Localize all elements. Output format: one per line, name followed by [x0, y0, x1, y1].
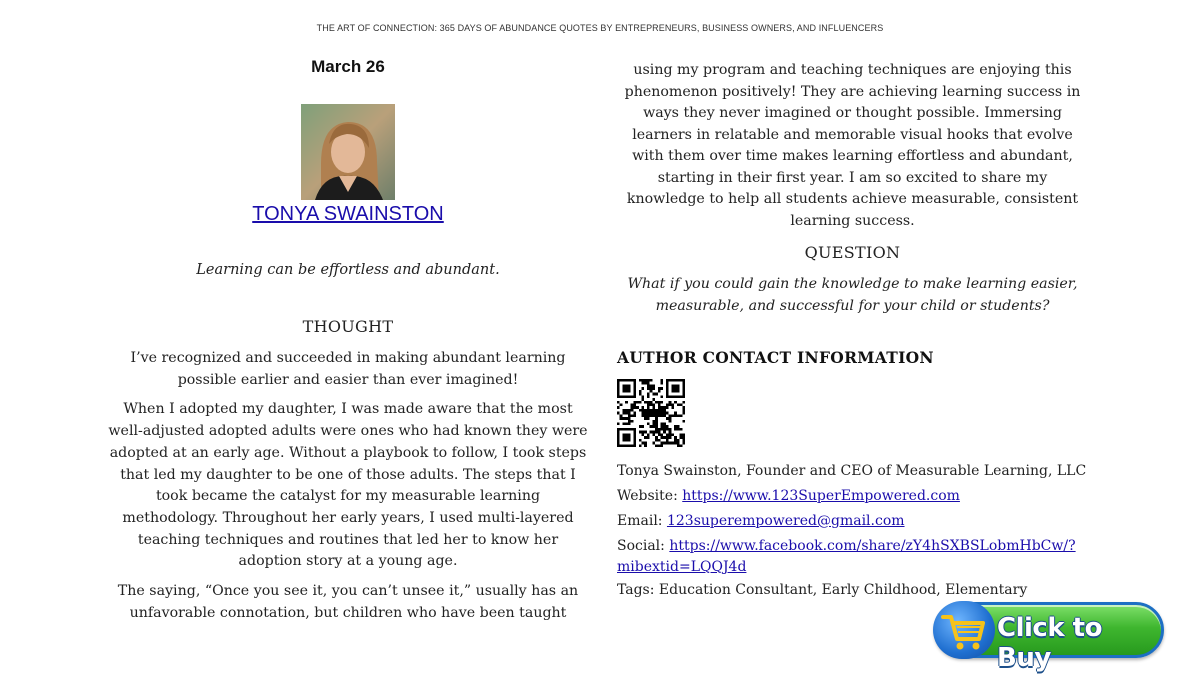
social-link-line-2: mibextid=LQQJ4d	[617, 559, 747, 575]
contact-person: Tonya Swainston, Founder and CEO of Measurable Learning, LLC	[617, 463, 1087, 479]
email-label: Email:	[617, 513, 667, 529]
author-portrait-image	[301, 104, 395, 200]
qr-code[interactable]	[617, 379, 685, 447]
website-row	[617, 484, 1087, 509]
continuation-paragraph: using my program and teaching techniques are enjoying this phenomenon positively! They are achieving learning success in ways they never imagined or thought possible. Immersing learners in relatable and memorable visual hooks that evolve with them over time makes learning effortless and abundant, starting in their first year. I am so excited to share my knowledge to help all students achieve measurable, consistent learning success.	[624, 62, 1081, 229]
email-link[interactable]: 123superempowered@gmail.com	[666, 513, 905, 529]
website-link[interactable]: https://www.123SuperEmpowered.com	[682, 488, 960, 504]
social-link[interactable]	[617, 538, 1076, 575]
cart-badge	[933, 601, 995, 659]
date-heading	[108, 57, 588, 77]
thought-paragraph-2: When I adopted my daughter, I was made aware that the most well-adjusted adopted adults were ones who had known they were adopted at an early age. Without a playbook to follow, I took steps that led my daughter to be one of those adults. The steps that I took became the catalyst for my measurable learning methodology. Throughout her early years, I used multi-layered teaching techniques and routines that led her to know her adoption story at a young age.	[108, 401, 588, 570]
thought-paragraph-1: I’ve recognized and succeeded in making abundant learning possible earlier and easier than ever imagined!	[130, 350, 566, 388]
shopping-cart-icon	[933, 601, 995, 659]
social-label: Social:	[617, 538, 670, 554]
tags: Tags: Education Consultant, Early Childhood, Elementary	[617, 582, 1028, 598]
thought-continuation	[620, 60, 1085, 232]
email-row	[617, 509, 1087, 534]
thought-paragraph-3: The saying, “Once you see it, you can’t unsee it,” usually has an unfavorable connotation, but children who have been taught	[117, 583, 579, 621]
website-label: Website:	[617, 488, 683, 504]
social-link-line-1: https://www.facebook.com/share/zY4hSXBSLobmHbCw/?	[669, 538, 1076, 554]
contact-heading: AUTHOR CONTACT INFORMATION	[617, 348, 934, 367]
running-header: THE ART OF CONNECTION: 365 DAYS OF ABUNDANCE QUOTES BY ENTREPRENEURS, BUSINESS OWNERS, AND INFLUENCERS	[316, 23, 884, 33]
click-to-buy-button[interactable]	[934, 602, 1164, 673]
qr-code-icon	[617, 379, 685, 447]
question-text: What if you could gain the knowledge to make learning easier, measurable, and successful for your child or students?	[627, 276, 1078, 314]
thought-body	[108, 348, 588, 632]
author-photo	[301, 104, 395, 200]
author-name-link[interactable]: TONYA SWAINSTON	[252, 203, 444, 225]
tagline: Learning can be effortless and abundant.	[196, 262, 500, 278]
question-heading: QUESTION	[804, 243, 901, 262]
contact-details	[617, 459, 1087, 603]
buy-button-label: Click to Buy	[997, 613, 1102, 673]
social-row	[617, 536, 1087, 578]
thought-heading: THOUGHT	[302, 317, 394, 336]
date-text: March 26	[311, 57, 385, 76]
